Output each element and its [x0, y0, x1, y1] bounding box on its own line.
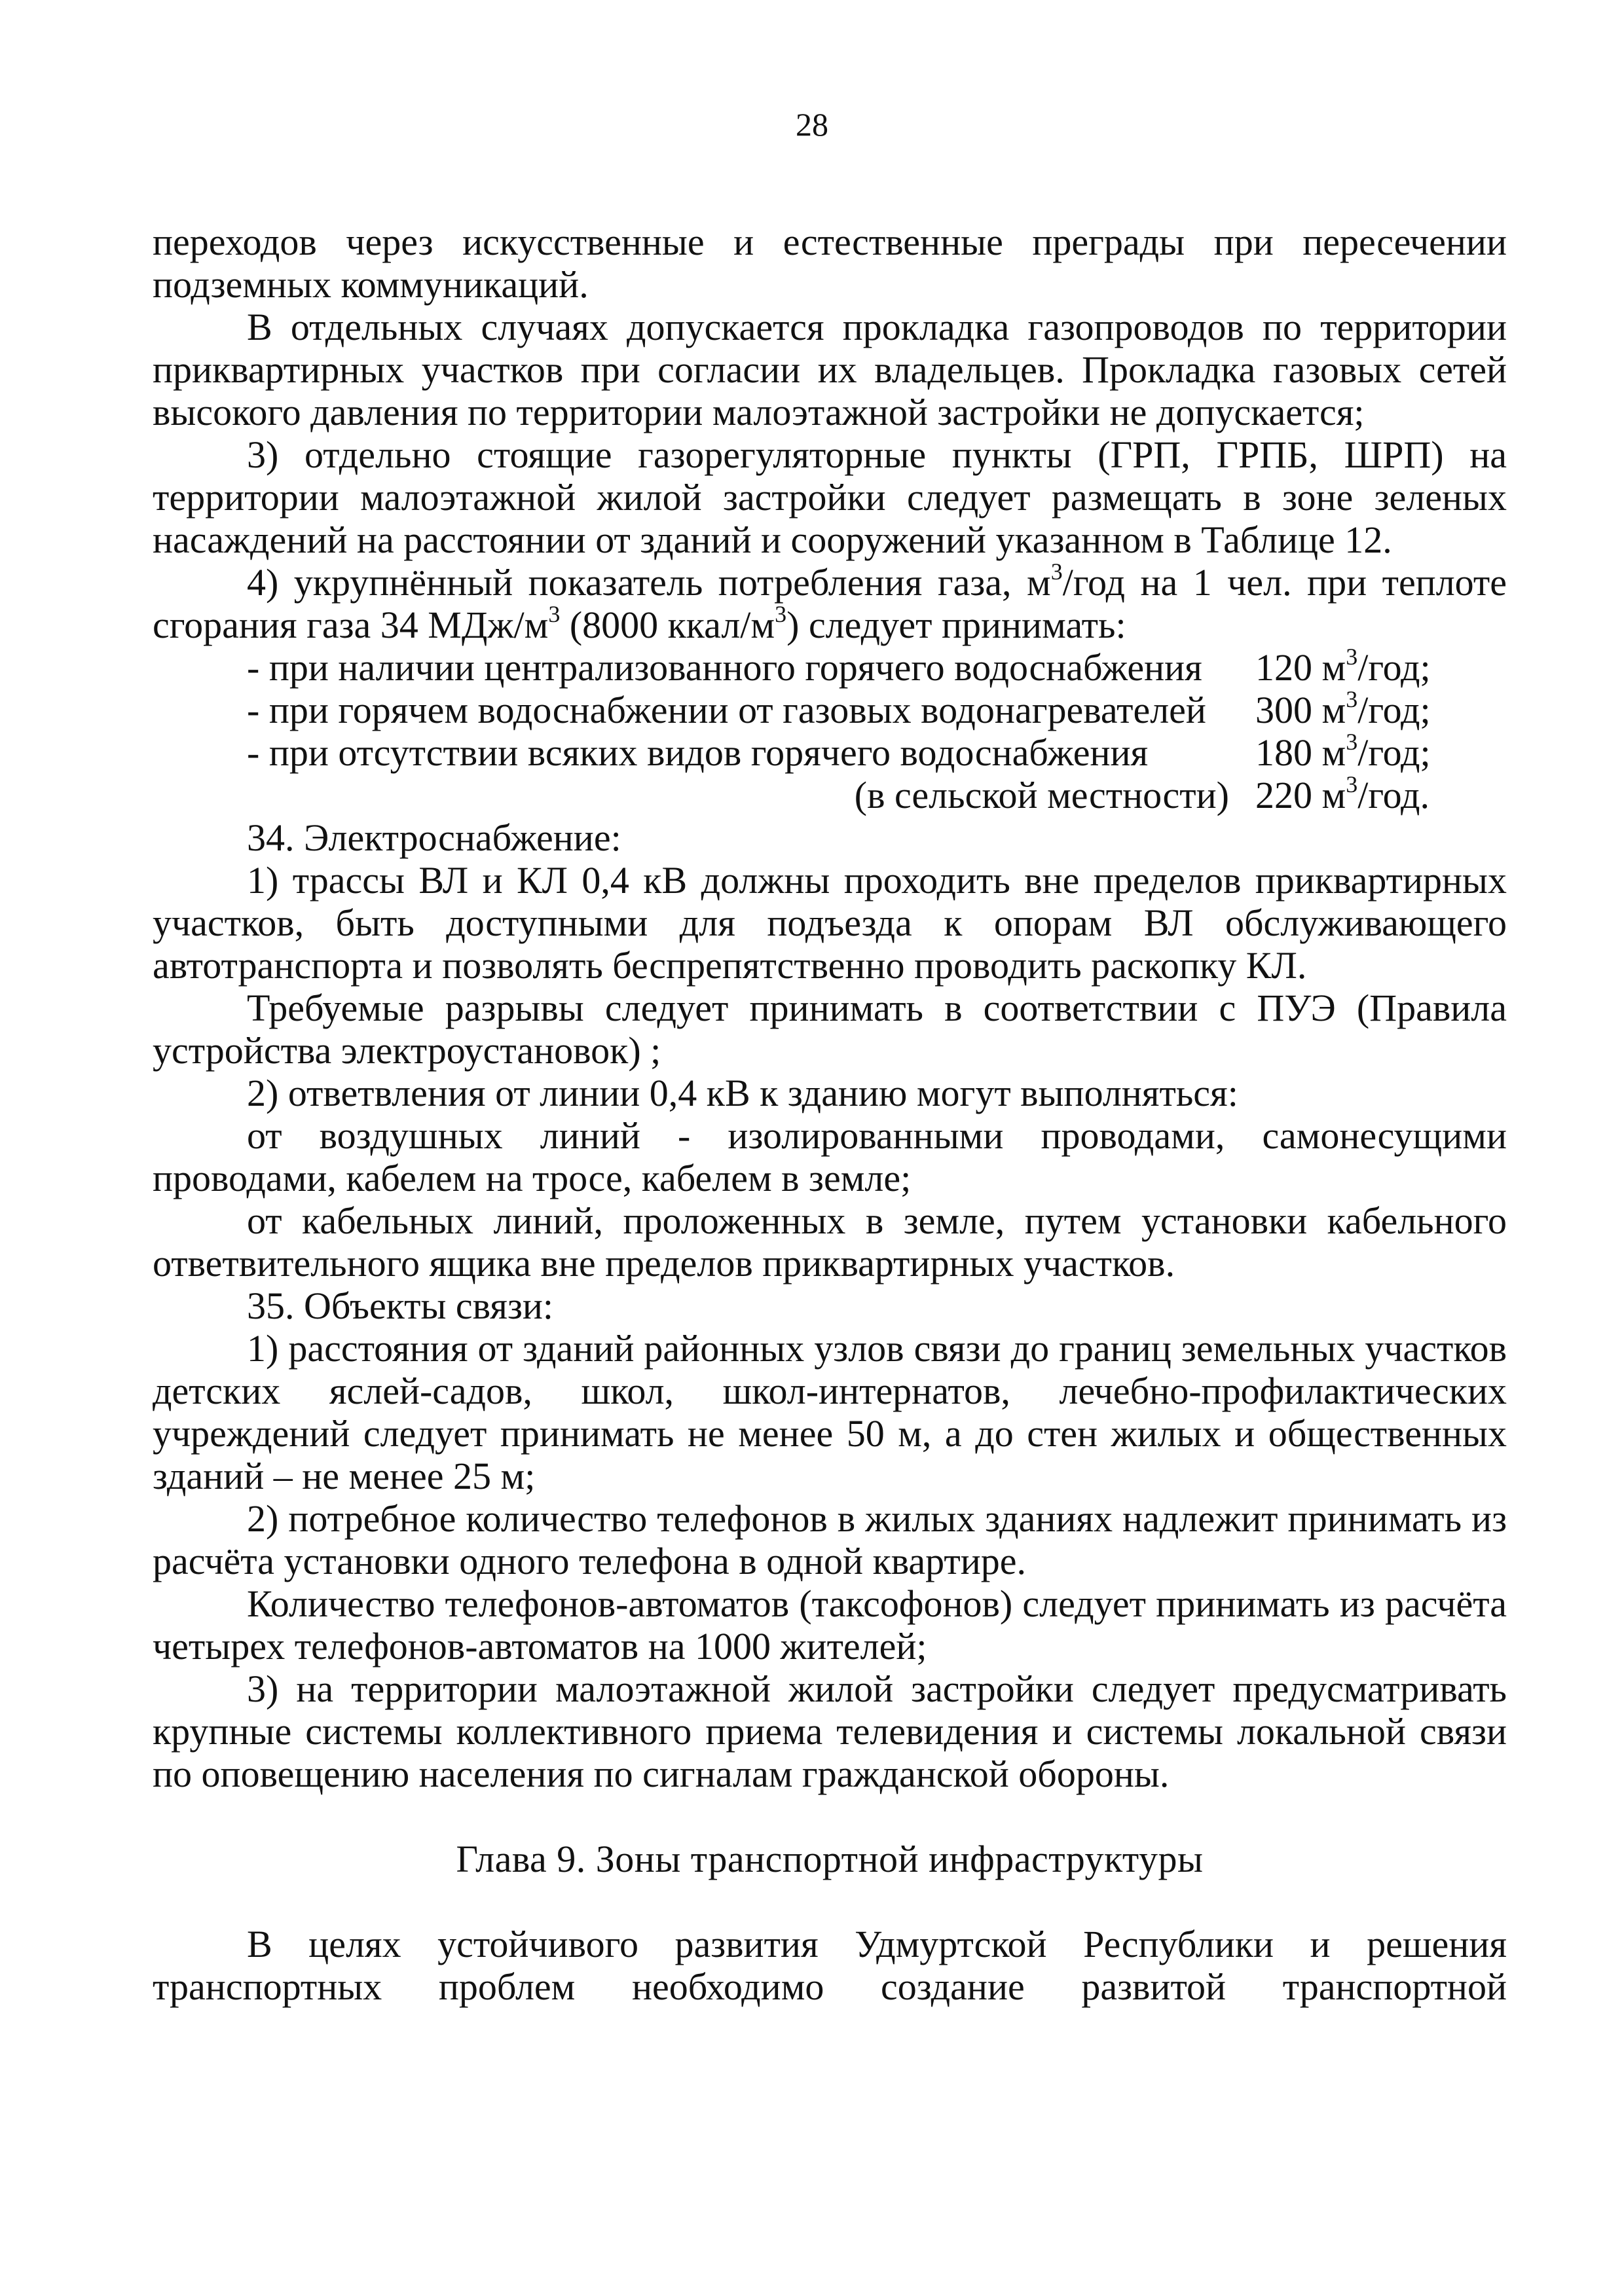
- section-35-item-2: 2) потребное количество телефонов в жилых зданиях надлежит принимать из расчёта установки одного телефона в одной квартире.: [153, 1497, 1507, 1582]
- gas-row-heaters: [153, 685, 1507, 731]
- section-34-item-2: 2) ответвления от линии 0,4 кВ к зданию могут выполняться:: [247, 1072, 1238, 1114]
- gas-row-centralized: [153, 643, 1507, 689]
- gas-row-label: - при наличии централизованного горячего водоснабжения: [247, 646, 1202, 689]
- paragraph-gas-consumption: [153, 558, 1507, 646]
- section-35-title: 35. Объекты связи:: [247, 1285, 554, 1327]
- section-34-overhead-lines: от воздушных линий - изолированными проводами, самонесущими проводами, кабелем на тросе, кабелем в земле;: [153, 1114, 1507, 1199]
- gas-row-no-hot-water: [153, 728, 1507, 774]
- gas-row-value: 120 $м^3$/год;: [1255, 643, 1431, 689]
- gas-consumption-text-a: 4) укрупнённый показатель потребления газа, м: [247, 561, 1051, 604]
- gas-row-label: - при отсутствии всяких видов горячего водоснабжения: [247, 731, 1149, 774]
- section-35-item-3: 3) на территории малоэтажной жилой застройки следует предусматривать крупные системы коллективного приема телевидения и системы локальной связи по оповещению населения по сигналам гражданской обороны.: [153, 1667, 1507, 1795]
- section-34-cable-lines: от кабельных линий, проложенных в земле, путем установки кабельного ответвительного ящика вне пределов приквартирных участков.: [153, 1199, 1507, 1285]
- gas-consumption-text-b: /год на 1 чел. при теплоте сгорания газа 34 МДж/м: [153, 561, 1507, 646]
- section-34-item-1: 1) трассы ВЛ и КЛ 0,4 кВ должны проходить вне пределов приквартирных участков, быть доступными для подъезда к опорам ВЛ обслуживающего автотранспорта и позволять беспрепятственно проводить раскопку КЛ.: [153, 859, 1507, 987]
- gas-consumption-text-d: ) следует принимать:: [786, 604, 1126, 646]
- final-line-2: транспортных проблем необходимо создание развитой транспортной: [153, 1965, 1507, 2008]
- superscript: 3: [775, 600, 787, 627]
- superscript: 3: [548, 600, 561, 627]
- gas-row-rural: [153, 771, 1507, 816]
- gas-row-label: (в сельской местности): [854, 774, 1229, 816]
- gas-consumption-text-c: (8000 ккал/м: [560, 604, 775, 646]
- paragraph-crossings: переходов через искусственные и естественные преграды при пересечении подземных коммуникаций.: [153, 221, 1507, 306]
- chapter-heading: Глава 9. Зоны транспортной инфраструктуры: [456, 1838, 1204, 1880]
- section-34-gaps: Требуемые разрывы следует принимать в соответствии с ПУЭ (Правила устройства электроустановок) ;: [153, 987, 1507, 1072]
- gas-row-value: 300 $м^3$/год;: [1255, 685, 1431, 731]
- final-line-1: В целях устойчивого развития Удмуртской Республики и решения: [247, 1923, 1507, 1965]
- section-35-item-1: 1) расстояния от зданий районных узлов связи до границ земельных участков детских яслей-садов, школ, школ-интернатов, лечебно-профилактических учреждений следует принимать не менее 50 м, а до стен жилых и общественных зданий – не менее 25 м;: [153, 1327, 1507, 1497]
- gas-row-label: - при горячем водоснабжении от газовых водонагревателей: [247, 689, 1206, 731]
- section-35-payphones: Количество телефонов-автоматов (таксофонов) следует принимать из расчёта четырех телефонов-автоматов на 1000 жителей;: [153, 1582, 1507, 1667]
- page-number: 28: [796, 106, 828, 143]
- document-body: [153, 221, 1507, 2008]
- paragraph-gas-regulator-points: 3) отдельно стоящие газорегуляторные пункты (ГРП, ГРПБ, ШРП) на территории малоэтажной жилой застройки следует размещать в зоне зеленых насаждений на расстоянии от зданий и сооружений указанном в Таблице 12.: [153, 433, 1507, 561]
- superscript: 3: [1050, 558, 1063, 585]
- section-34-title: 34. Электроснабжение:: [247, 816, 621, 859]
- gas-row-value: 180 $м^3$/год;: [1255, 728, 1431, 774]
- final-paragraph: [153, 1923, 1507, 2008]
- gas-row-value: 220 $м^3$/год.: [1255, 771, 1430, 816]
- paragraph-gas-pipelines-plots: В отдельных случаях допускается прокладка газопроводов по территории приквартирных участков при согласии их владельцев. Прокладка газовых сетей высокого давления по территории малоэтажной застройки не допускается;: [153, 306, 1507, 433]
